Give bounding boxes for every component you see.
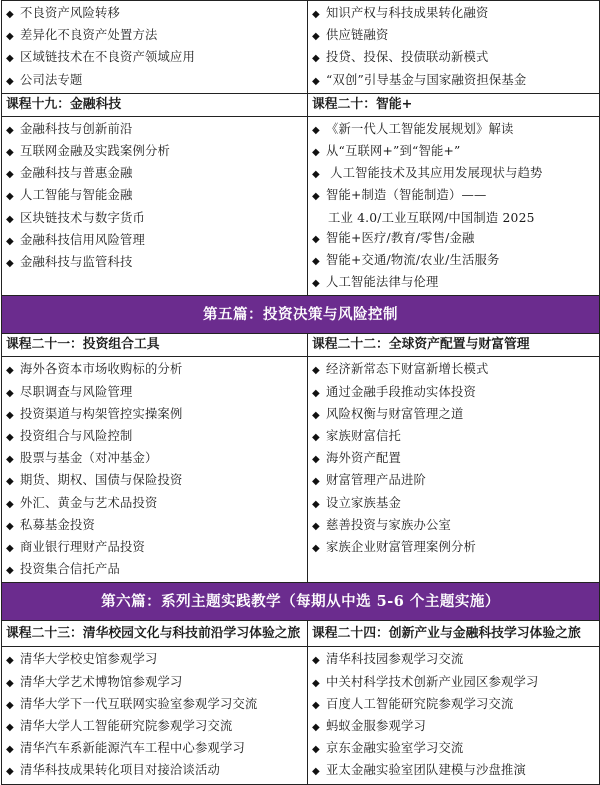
diamond-bullet-icon: ◆ bbox=[312, 766, 320, 778]
list-item bbox=[6, 470, 303, 492]
list-item-text: 人工智能与智能金融 bbox=[20, 188, 133, 203]
course-table bbox=[1, 0, 600, 785]
list-item bbox=[6, 70, 303, 92]
course-20-list bbox=[308, 117, 599, 296]
list-item-text: 金融科技信用风险管理 bbox=[20, 232, 145, 247]
list-item-text: 投资渠道与构架管控实操案例 bbox=[20, 406, 183, 421]
course-22-list bbox=[308, 357, 599, 560]
list-item bbox=[312, 760, 595, 782]
diamond-bullet-icon: ◆ bbox=[312, 278, 320, 290]
diamond-bullet-icon: ◆ bbox=[312, 53, 320, 65]
list-item bbox=[6, 252, 303, 274]
diamond-bullet-icon: ◆ bbox=[6, 543, 14, 555]
diamond-bullet-icon: ◆ bbox=[6, 75, 14, 87]
list-item bbox=[312, 119, 595, 141]
diamond-bullet-icon: ◆ bbox=[312, 744, 320, 756]
list-item bbox=[312, 738, 595, 760]
list-item-text: 知识产权与科技成果转化融资 bbox=[326, 6, 489, 20]
diamond-bullet-icon: ◆ bbox=[312, 233, 320, 245]
list-item bbox=[312, 163, 595, 185]
diamond-bullet-icon: ◆ bbox=[6, 191, 14, 203]
diamond-bullet-icon: ◆ bbox=[312, 432, 320, 444]
list-item-text: 智能+交通/物流/农业/生活服务 bbox=[326, 253, 500, 268]
list-item bbox=[6, 47, 303, 69]
list-item bbox=[312, 208, 595, 228]
list-item bbox=[312, 185, 595, 207]
course-20-title: 课程二十：智能+ bbox=[312, 96, 413, 112]
list-item bbox=[6, 141, 303, 163]
list-item-text: 清华大学校史馆参观学习 bbox=[20, 652, 158, 667]
diamond-bullet-icon: ◆ bbox=[312, 387, 320, 399]
list-item bbox=[312, 228, 595, 250]
diamond-bullet-icon: ◆ bbox=[6, 387, 14, 399]
list-item-text: 股票与基金（对冲基金） bbox=[20, 451, 158, 466]
list-item-text: 蚂蚁金服参观学习 bbox=[326, 719, 426, 734]
diamond-bullet-icon: ◆ bbox=[6, 655, 14, 667]
course-19-20-head-row bbox=[2, 93, 600, 116]
diamond-bullet-icon: ◆ bbox=[6, 432, 14, 444]
course-21-22-head-row bbox=[2, 334, 600, 357]
list-item-text: 智能+制造（智能制造）—— bbox=[326, 188, 487, 203]
course-19-list bbox=[2, 117, 307, 275]
list-item-text: 私募基金投资 bbox=[20, 517, 95, 532]
list-item bbox=[6, 738, 303, 760]
list-item-text: 外汇、黄金与艺术品投资 bbox=[20, 495, 158, 510]
list-item bbox=[312, 649, 595, 671]
list-item-text: 清华科技成果转化项目对接洽谈活动 bbox=[20, 763, 220, 778]
list-item-text: 区块链技术与数字货币 bbox=[20, 210, 145, 225]
list-item bbox=[6, 185, 303, 207]
diamond-bullet-icon: ◆ bbox=[312, 677, 320, 689]
course-21-22-body-row bbox=[2, 357, 600, 583]
top-continuation-row bbox=[2, 1, 600, 94]
list-item-text: 人工智能法律与伦理 bbox=[326, 275, 439, 290]
diamond-bullet-icon: ◆ bbox=[312, 722, 320, 734]
list-item-text: 差异化不良资产处置方法 bbox=[20, 28, 158, 43]
list-item-text: 区域链技术在不良资产领域应用 bbox=[20, 50, 195, 65]
list-item-text: 《新一代人工智能发展规划》解读 bbox=[326, 121, 514, 136]
top-right-cell bbox=[308, 1, 600, 94]
list-item-text: 金融科技与监管科技 bbox=[20, 255, 133, 270]
list-item-text: 财富管理产品进阶 bbox=[326, 473, 426, 488]
list-item bbox=[312, 716, 595, 738]
diamond-bullet-icon: ◆ bbox=[312, 498, 320, 510]
diamond-bullet-icon: ◆ bbox=[6, 409, 14, 421]
list-item bbox=[6, 537, 303, 559]
diamond-bullet-icon: ◆ bbox=[6, 213, 14, 225]
list-item bbox=[312, 25, 595, 47]
list-item-text: 亚太金融实验室团队建模与沙盘推演 bbox=[326, 763, 526, 778]
diamond-bullet-icon: ◆ bbox=[312, 147, 320, 159]
diamond-bullet-icon: ◆ bbox=[6, 744, 14, 756]
course-19-title: 课程十九：金融科技 bbox=[6, 96, 122, 112]
top-left-list bbox=[2, 1, 307, 93]
list-item-text: 慈善投资与家族办公室 bbox=[326, 517, 451, 532]
diamond-bullet-icon: ◆ bbox=[6, 235, 14, 247]
list-item-text: 投贷、投保、投债联动新模式 bbox=[326, 50, 489, 65]
list-item bbox=[312, 470, 595, 492]
list-item-text: 家族财富信托 bbox=[326, 429, 401, 444]
diamond-bullet-icon: ◆ bbox=[312, 409, 320, 421]
list-item bbox=[312, 515, 595, 537]
list-item bbox=[312, 141, 595, 163]
diamond-bullet-icon: ◆ bbox=[6, 124, 14, 136]
list-item-text: 金融科技与创新前沿 bbox=[20, 121, 133, 136]
list-item bbox=[6, 716, 303, 738]
course-21-list bbox=[2, 357, 307, 582]
list-item bbox=[6, 493, 303, 515]
diamond-bullet-icon: ◆ bbox=[6, 258, 14, 270]
list-item-text: 工业 4.0/工业互联网/中国制造 2025 bbox=[328, 210, 535, 225]
list-item bbox=[6, 404, 303, 426]
list-item-text: 金融科技与普惠金融 bbox=[20, 166, 133, 181]
list-item bbox=[6, 760, 303, 782]
diamond-bullet-icon: ◆ bbox=[312, 169, 320, 181]
diamond-bullet-icon: ◆ bbox=[312, 256, 320, 268]
list-item bbox=[312, 537, 595, 559]
diamond-bullet-icon: ◆ bbox=[312, 699, 320, 711]
diamond-bullet-icon: ◆ bbox=[6, 169, 14, 181]
list-item bbox=[312, 47, 595, 69]
list-item-text: 通过金融手段推动实体投资 bbox=[326, 384, 476, 399]
list-item bbox=[6, 3, 303, 25]
list-item-text: 投资集合信托产品 bbox=[20, 562, 120, 577]
list-item-text: 期货、期权、国债与保险投资 bbox=[20, 473, 183, 488]
diamond-bullet-icon: ◆ bbox=[6, 722, 14, 734]
list-item-text: 从“互联网+”到“智能+” bbox=[326, 144, 461, 159]
diamond-bullet-icon: ◆ bbox=[6, 498, 14, 510]
list-item-text: “双创”引导基金与国家融资担保基金 bbox=[326, 72, 527, 87]
diamond-bullet-icon: ◆ bbox=[312, 9, 320, 20]
list-item bbox=[312, 426, 595, 448]
list-item bbox=[6, 208, 303, 230]
list-item bbox=[312, 404, 595, 426]
list-item bbox=[6, 163, 303, 185]
list-item-text: 海外各资本市场收购标的分析 bbox=[20, 362, 183, 377]
list-item bbox=[6, 515, 303, 537]
diamond-bullet-icon: ◆ bbox=[6, 365, 14, 377]
section-5-title: 第五篇：投资决策与风险控制 bbox=[2, 296, 600, 334]
list-item bbox=[312, 272, 595, 294]
diamond-bullet-icon: ◆ bbox=[312, 75, 320, 87]
diamond-bullet-icon: ◆ bbox=[312, 543, 320, 555]
list-item bbox=[6, 119, 303, 141]
list-item bbox=[6, 230, 303, 252]
diamond-bullet-icon: ◆ bbox=[6, 9, 14, 20]
diamond-bullet-icon: ◆ bbox=[6, 476, 14, 488]
list-item-text: 设立家族基金 bbox=[326, 495, 401, 510]
list-item bbox=[312, 382, 595, 404]
list-item bbox=[312, 672, 595, 694]
diamond-bullet-icon: ◆ bbox=[312, 124, 320, 136]
section-6-row bbox=[2, 583, 600, 621]
list-item bbox=[312, 694, 595, 716]
list-item bbox=[312, 359, 595, 381]
diamond-bullet-icon: ◆ bbox=[312, 191, 320, 203]
list-item-text: 清华科技园参观学习交流 bbox=[326, 652, 464, 667]
list-item-text: 中关村科学技术创新产业园区参观学习 bbox=[326, 674, 539, 689]
diamond-bullet-icon: ◆ bbox=[312, 31, 320, 43]
list-item-text: 尽职调查与风险管理 bbox=[20, 384, 133, 399]
diamond-bullet-icon: ◆ bbox=[6, 699, 14, 711]
list-item bbox=[6, 559, 303, 581]
list-item bbox=[6, 25, 303, 47]
course-23-title: 课程二十三：清华校园文化与科技前沿学习体验之旅 bbox=[6, 626, 301, 642]
list-item-text: 商业银行理财产品投资 bbox=[20, 540, 145, 555]
list-item-text: 互联网金融及实践案例分析 bbox=[20, 144, 170, 159]
list-item-text: 清华大学艺术博物馆参观学习 bbox=[20, 674, 183, 689]
diamond-bullet-icon: ◆ bbox=[6, 53, 14, 65]
diamond-bullet-icon: ◆ bbox=[6, 520, 14, 532]
list-item-text: 风险权衡与财富管理之道 bbox=[326, 406, 464, 421]
list-item-text: 京东金融实验室学习交流 bbox=[326, 741, 464, 756]
list-item-text: 清华汽车系新能源汽车工程中心参观学习 bbox=[20, 741, 245, 756]
list-item-text: 不良资产风险转移 bbox=[20, 6, 120, 20]
list-item-text: 公司法专题 bbox=[20, 72, 83, 87]
list-item-text: 供应链融资 bbox=[326, 28, 389, 43]
course-19-20-body-row bbox=[2, 116, 600, 296]
list-item-text: 人工智能技术及其应用发展现状与趋势 bbox=[326, 166, 543, 181]
list-item bbox=[6, 359, 303, 381]
diamond-bullet-icon: ◆ bbox=[312, 454, 320, 466]
list-item bbox=[6, 672, 303, 694]
list-item-text: 智能+医疗/教育/零售/金融 bbox=[326, 230, 475, 245]
diamond-bullet-icon: ◆ bbox=[6, 147, 14, 159]
list-item-text: 经济新常态下财富新增长模式 bbox=[326, 362, 489, 377]
diamond-bullet-icon: ◆ bbox=[312, 365, 320, 377]
course-24-title: 课程二十四：创新产业与金融科技学习体验之旅 bbox=[312, 626, 581, 642]
section-6-title: 第六篇：系列主题实践教学（每期从中选 5-6 个主题实施） bbox=[2, 583, 600, 621]
list-item bbox=[6, 694, 303, 716]
list-item-text: 清华大学人工智能研究院参观学习交流 bbox=[20, 719, 233, 734]
list-item-text: 家族企业财富管理案例分析 bbox=[326, 540, 476, 555]
diamond-bullet-icon: ◆ bbox=[312, 476, 320, 488]
list-item bbox=[312, 448, 595, 470]
list-item bbox=[6, 382, 303, 404]
list-item bbox=[312, 493, 595, 515]
diamond-bullet-icon: ◆ bbox=[6, 31, 14, 43]
list-item bbox=[6, 649, 303, 671]
diamond-bullet-icon: ◆ bbox=[6, 677, 14, 689]
top-left-cell bbox=[2, 1, 308, 94]
list-item bbox=[312, 250, 595, 272]
diamond-bullet-icon: ◆ bbox=[6, 454, 14, 466]
list-item-text: 百度人工智能研究院参观学习交流 bbox=[326, 696, 514, 711]
course-23-24-body-row bbox=[2, 647, 600, 784]
diamond-bullet-icon: ◆ bbox=[312, 655, 320, 667]
list-item bbox=[312, 70, 595, 92]
list-item bbox=[6, 426, 303, 448]
list-item bbox=[312, 3, 595, 25]
diamond-bullet-icon: ◆ bbox=[6, 565, 14, 577]
list-item-text: 海外资产配置 bbox=[326, 451, 401, 466]
course-23-list bbox=[2, 647, 307, 783]
list-item bbox=[6, 448, 303, 470]
diamond-bullet-icon: ◆ bbox=[312, 520, 320, 532]
list-item-text: 投资组合与风险控制 bbox=[20, 429, 133, 444]
diamond-bullet-icon: ◆ bbox=[6, 766, 14, 778]
section-5-row bbox=[2, 296, 600, 334]
course-21-title: 课程二十一：投资组合工具 bbox=[6, 337, 160, 353]
course-23-24-head-row bbox=[2, 621, 600, 647]
course-22-title: 课程二十二：全球资产配置与财富管理 bbox=[312, 337, 530, 353]
list-item-text: 清华大学下一代互联网实验室参观学习交流 bbox=[20, 696, 258, 711]
course-24-list bbox=[308, 647, 599, 783]
top-right-list bbox=[308, 1, 599, 93]
